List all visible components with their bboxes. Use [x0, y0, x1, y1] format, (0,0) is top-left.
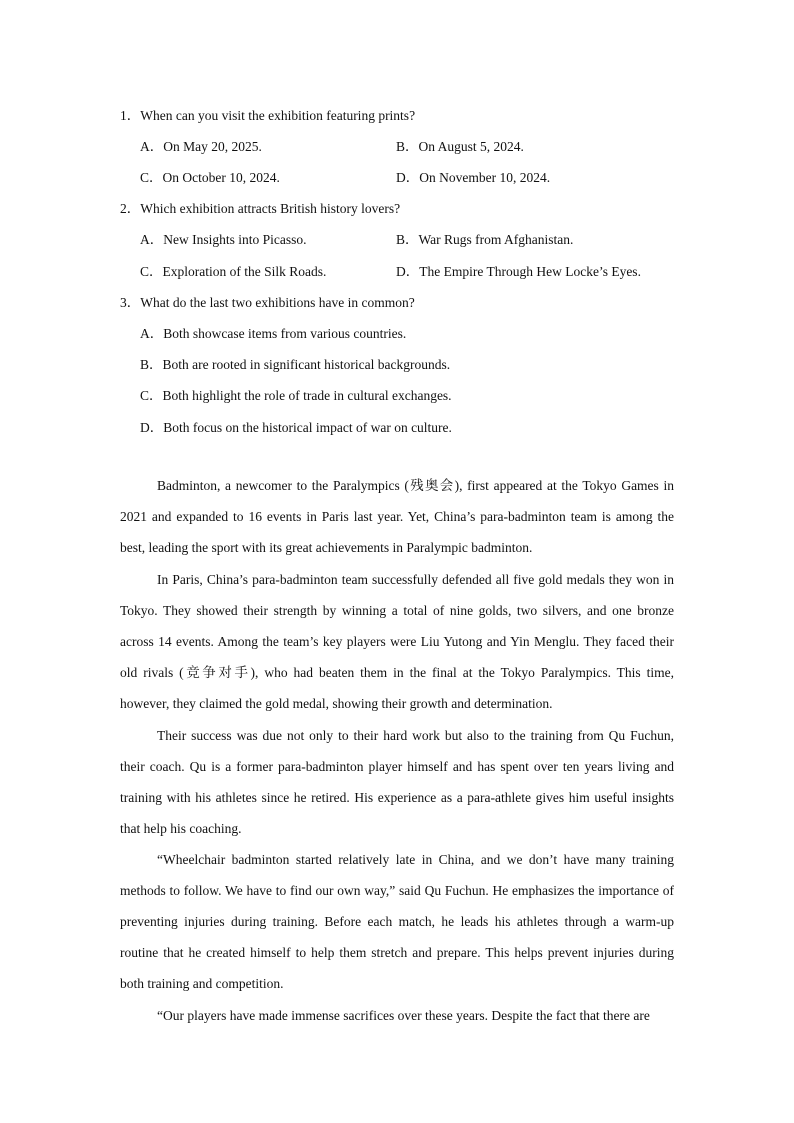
option-2c [140, 260, 326, 280]
option-letter: B． [396, 139, 419, 154]
option-text: Both are rooted in significant historical backgrounds. [162, 357, 451, 372]
option-text: On August 5, 2024. [418, 139, 524, 154]
passage-paragraph-3: Their success was due not only to their hard work but also to the training from Qu Fuchun, their coach. Qu is a former para-badminton player himself and has spent over ten years living and training with his athletes since he retired. His experience as a para-athlete gives him useful insights that help his coaching. [120, 728, 674, 837]
option-text: Both focus on the historical impact of war on culture. [163, 420, 452, 435]
option-1c [140, 166, 280, 186]
option-text: War Rugs from Afghanistan. [418, 232, 574, 247]
question-number: 1． [120, 108, 141, 123]
option-2b [396, 228, 573, 248]
option-text: On October 10, 2024. [162, 170, 280, 185]
question-2 [120, 197, 400, 217]
question-stem: What do the last two exhibitions have in common? [140, 295, 415, 310]
option-text: New Insights into Picasso. [163, 232, 307, 247]
option-text: Both showcase items from various countries. [163, 326, 407, 341]
question-number: 3． [120, 295, 141, 310]
option-letter: A． [140, 232, 164, 247]
option-letter: D． [396, 264, 420, 279]
option-3c [140, 384, 452, 404]
option-letter: C． [140, 388, 163, 403]
option-2d [396, 260, 641, 280]
option-text: The Empire Through Hew Locke’s Eyes. [419, 264, 641, 279]
option-text: Both highlight the role of trade in cultural exchanges. [162, 388, 452, 403]
option-letter: B． [140, 357, 163, 372]
option-1d [396, 166, 550, 186]
option-1a [140, 135, 262, 155]
option-letter: C． [140, 170, 163, 185]
passage-paragraph-4: “Wheelchair badminton started relatively late in China, and we don’t have many training methods to follow. We have to find our own way,” said Qu Fuchun. He emphasizes the importance of preventing injuries during training. Before each match, he leads his athletes through a warm-up routine that he created himself to help them stretch and prepare. This helps prevent injuries during both training and competition. [120, 852, 674, 992]
option-text: On November 10, 2024. [419, 170, 551, 185]
option-3a [140, 322, 406, 342]
option-1b [396, 135, 524, 155]
option-3d [140, 416, 452, 436]
option-letter: C． [140, 264, 163, 279]
passage-paragraph-5: “Our players have made immense sacrifices over these years. Despite the fact that there are [157, 1008, 650, 1023]
option-3b [140, 353, 450, 373]
option-text: On May 20, 2025. [163, 139, 262, 154]
question-1 [120, 104, 415, 124]
option-letter: A． [140, 139, 164, 154]
question-number: 2． [120, 201, 141, 216]
option-letter: D． [140, 420, 164, 435]
passage-paragraph-1: Badminton, a newcomer to the Paralympics (残奥会), first appeared at the Tokyo Games in 2021 and expanded to 16 events in Paris last year. Yet, China’s para-badminton team is among the best, leading the sport with its great achievements in Paralympic badminton. [120, 478, 674, 556]
question-stem: When can you visit the exhibition featuring prints? [140, 108, 416, 123]
passage-paragraph-2: In Paris, China’s para-badminton team successfully defended all five gold medals they won in Tokyo. They showed their strength by winning a total of nine golds, two silvers, and one bronze across 14 events. Among the team’s key players were Liu Yutong and Yin Menglu. They faced their old rivals (竞争对手), who had beaten them in the final at the Tokyo Paralympics. This time, however, they claimed the gold medal, showing their growth and determination. [120, 572, 674, 712]
option-letter: B． [396, 232, 419, 247]
option-letter: A． [140, 326, 164, 341]
question-stem: Which exhibition attracts British history lovers? [140, 201, 401, 216]
option-2a [140, 228, 307, 248]
option-letter: D． [396, 170, 420, 185]
question-3 [120, 291, 415, 311]
option-text: Exploration of the Silk Roads. [162, 264, 327, 279]
